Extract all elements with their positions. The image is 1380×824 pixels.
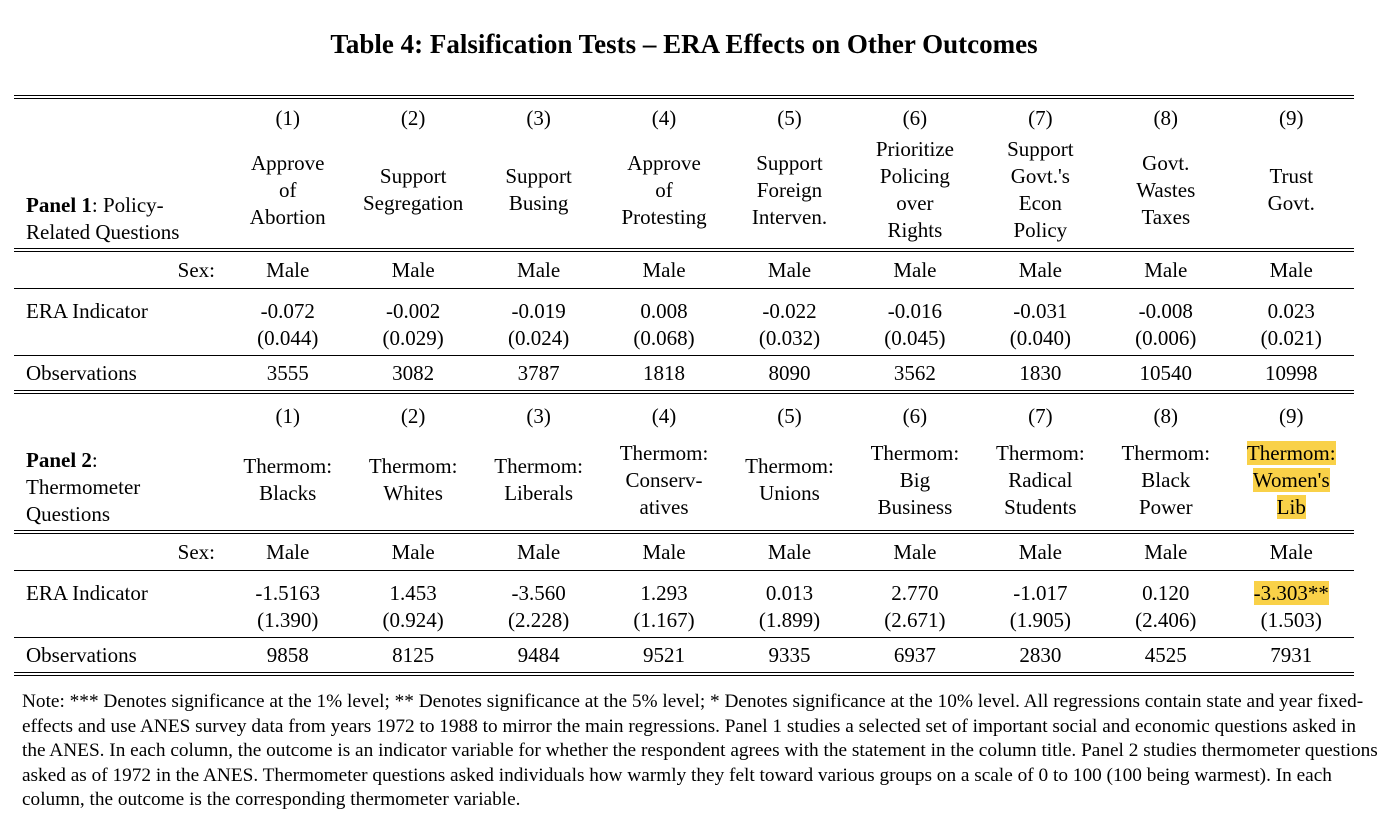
panel2-observations: 9484 [476, 638, 601, 675]
panel1-observations: 1818 [601, 356, 726, 393]
panel2-column-title-line: Students [1004, 494, 1077, 519]
panel1-sex-value: Male [601, 250, 726, 289]
panel2-column-title-line: Liberals [504, 481, 573, 505]
panel2-corner-cell [14, 392, 225, 430]
panel2-std-error: (2.228) [507, 608, 570, 632]
panel2-column-number: (6) [902, 404, 928, 428]
panel1-column-number: (3) [476, 97, 601, 132]
table-note: Note: *** Denotes significance at the 1% level; ** Denotes significance at the 5% level; * Denotes significance at the 10% level. All regressions contain state and year fixed-effects and use ANES survey data from years 1972 to 1988 to mirror the main regressions. Panel 1 studies a selected set of important social and economic questions asked in the ANES. In each column, the outcome is an indicator variable for whether the respondent agrees with the statement in the column title. Panel 2 studies thermometer questions asked as of 1972 in the ANES. Thermometer questions asked individuals how warmly they felt toward various groups on a scale of 0 to 100 (100 being warmest). In each column, the outcome is the corresponding thermometer variable. [22, 691, 1378, 810]
panel2-column-title-line: Big [899, 467, 931, 492]
panel1-column-title-line: Segregation [363, 191, 464, 215]
panel1-std-error-label [14, 325, 225, 356]
panel1-sex-value: Male [350, 250, 475, 289]
panel2-column-title [350, 430, 475, 532]
panel2-column-number: (8) [1153, 404, 1179, 428]
panel1-column-title-line: Support [1007, 137, 1074, 161]
panel1-sex-value: Male [1229, 250, 1355, 289]
panel2-estimate [350, 571, 475, 608]
panel1-observations: 10998 [1229, 356, 1355, 393]
panel1-column-number: (9) [1229, 97, 1355, 132]
panel2-column-title [476, 430, 601, 532]
panel1-observations: 1830 [978, 356, 1103, 393]
panel2-column-title [1103, 430, 1228, 532]
panel1-label [14, 132, 225, 250]
panel2-column-number: (1) [275, 404, 300, 428]
panel1-std-error-row [14, 325, 1354, 356]
panel2-column-title-line: Business [877, 494, 953, 519]
panel1-std-error: (0.006) [1135, 326, 1197, 350]
panel2-column-title-line: Lib [1276, 494, 1306, 519]
panel1-estimate-value: 0.008 [640, 299, 688, 323]
panel1-column-title-line: over [896, 191, 934, 215]
panel2-estimate [476, 571, 601, 608]
panel1-column-title [476, 132, 601, 250]
panel2-sex-value: Male [601, 532, 726, 571]
panel2-sex-value: Male [978, 532, 1103, 571]
panel2-std-error: (1.899) [758, 608, 821, 632]
panel2-label-line: Questions [26, 502, 110, 526]
panel1-column-title-line: Policy [1013, 218, 1068, 242]
panel2-label [14, 430, 225, 532]
panel2-estimate [852, 571, 977, 608]
panel1-column-title [727, 132, 852, 250]
panel2-column-title-line: Thermom: [243, 454, 333, 478]
panel1-observations-row [14, 356, 1354, 393]
panel2-estimate-value: -1.5163 [255, 581, 321, 605]
panel1-column-title-line: Busing [508, 191, 569, 215]
panel1-era-label: ERA Indicator [14, 289, 225, 326]
panel1-sex-value: Male [225, 250, 350, 289]
panel1-column-title-line: Interven. [751, 204, 828, 229]
panel1-std-error: (0.040) [1009, 326, 1071, 350]
panel2-column-title [601, 430, 726, 532]
panel1-column-title-line: Taxes [1141, 204, 1191, 229]
panel1-column-title-line: of [278, 177, 297, 202]
panel1-estimate [852, 289, 977, 326]
panel1-label-bold: Panel 1 [26, 193, 92, 217]
panel2-column-title-line: Unions [759, 481, 820, 505]
panel2-observations: 6937 [852, 638, 977, 675]
panel2-column-title [1229, 430, 1355, 532]
panel2-estimate-value: 0.120 [1142, 581, 1190, 605]
panel2-column-number-row [14, 392, 1354, 430]
panel2-column-number: (7) [1028, 404, 1053, 428]
panel1-column-title [601, 132, 726, 250]
panel1-column-title-line: Foreign [756, 177, 823, 202]
panel2-column-title [978, 430, 1103, 532]
panel2-sex-label: Sex: [14, 532, 225, 571]
panel1-estimate-value: -0.008 [1138, 299, 1193, 323]
panel1-estimate [1103, 289, 1228, 326]
panel1-column-number: (4) [601, 97, 726, 132]
panel2-column-title-line: Conserv- [625, 467, 703, 492]
panel1-column-title-line: Prioritize [875, 137, 954, 161]
panel2-observations: 4525 [1103, 638, 1228, 675]
panel1-estimate-value: -0.072 [260, 299, 315, 323]
panel2-column-title-line: Thermom: [996, 440, 1085, 465]
panel2-column-title-row [14, 430, 1354, 532]
panel1-column-title-line: Policing [879, 164, 950, 188]
panel2-estimate [601, 571, 726, 608]
panel2-era-label: ERA Indicator [14, 571, 225, 608]
panel2-column-title [727, 430, 852, 532]
panel2-estimate [225, 571, 350, 608]
panel2-estimate [1103, 571, 1228, 608]
panel2-column-title-line: Radical [1008, 467, 1073, 492]
panel2-column-title-line: Thermom: [494, 454, 583, 478]
panel2-estimate-value: -3.560 [511, 581, 566, 605]
panel1-column-title-line: Approve [627, 150, 701, 175]
panel1-estimate [1229, 289, 1355, 326]
panel1-column-title-line: Support [756, 150, 823, 175]
panel2-column-title-line: Whites [383, 481, 443, 505]
panel1-observations: 3555 [225, 356, 350, 393]
panel2-sex-value: Male [1103, 532, 1228, 571]
panel1-std-error: (0.029) [382, 326, 444, 350]
panel2-estimate-value: 0.013 [765, 581, 814, 605]
panel1-column-number: (8) [1103, 97, 1228, 132]
panel1-estimate-value: -0.016 [887, 299, 943, 323]
panel2-sex-value: Male [476, 532, 601, 571]
panel1-column-title-line: Support [505, 164, 572, 188]
panel2-column-number: (5) [777, 404, 802, 428]
panel1-observations: 3787 [476, 356, 601, 393]
panel2-estimate [978, 571, 1103, 608]
panel2-era-estimate-row [14, 571, 1354, 608]
panel1-observations-label: Observations [14, 356, 225, 393]
panel1-std-error: (0.024) [507, 326, 570, 350]
panel2-column-title-line: Thermom: [870, 440, 960, 465]
panel2-label-line: Thermometer [26, 475, 141, 499]
panel1-column-title-row [14, 132, 1354, 250]
panel1-column-title-line: Approve [250, 150, 325, 175]
panel1-column-title-line: Econ [1018, 191, 1062, 215]
panel2-column-title-line: Power [1138, 494, 1193, 519]
panel2-column-title-line: Black [1141, 467, 1191, 492]
results-table [14, 95, 1354, 676]
panel2-observations: 8125 [350, 638, 475, 675]
panel1-estimate-value: -0.019 [511, 299, 566, 323]
panel2-estimate-value: 1.453 [389, 581, 437, 605]
panel1-column-title-line: Wastes [1136, 177, 1196, 202]
panel1-sex-value: Male [978, 250, 1103, 289]
panel1-estimate-value: -0.031 [1013, 299, 1068, 323]
panel1-observations: 10540 [1103, 356, 1228, 393]
panel2-column-title-line: Thermom: [368, 454, 458, 478]
panel1-observations: 3562 [852, 356, 977, 393]
table-title: Table 4: Falsification Tests – ERA Effects on Other Outcomes [330, 29, 1038, 59]
panel1-column-title-line: Support [379, 164, 447, 188]
panel2-estimate [727, 571, 852, 608]
panel1-estimate [978, 289, 1103, 326]
panel1-column-number: (6) [852, 97, 977, 132]
panel1-sex-value: Male [1103, 250, 1228, 289]
panel1-observations: 3082 [350, 356, 475, 393]
panel2-column-title-line: Thermom: [1121, 440, 1211, 465]
panel2-column-title-line: Thermom: [745, 454, 834, 478]
panel1-column-title [1229, 132, 1355, 250]
panel2-std-error: (1.503) [1260, 608, 1322, 632]
panel1-sex-value: Male [476, 250, 601, 289]
panel2-std-error: (1.905) [1009, 608, 1071, 632]
panel2-std-error: (1.390) [257, 608, 319, 632]
panel2-std-error: (2.406) [1135, 608, 1197, 632]
panel1-std-error: (0.068) [633, 326, 695, 350]
panel1-estimate [476, 289, 601, 326]
panel1-column-title [225, 132, 350, 250]
panel1-estimate [727, 289, 852, 326]
panel1-estimate [601, 289, 726, 326]
panel1-column-number: (7) [978, 97, 1103, 132]
panel1-column-title-line: of [655, 177, 673, 202]
panel1-estimate-value: 0.023 [1267, 299, 1315, 323]
panel2-std-error-row [14, 607, 1354, 638]
panel2-sex-value: Male [350, 532, 475, 571]
panel2-sex-value: Male [225, 532, 350, 571]
panel2-observations: 9521 [601, 638, 726, 675]
panel1-sex-row [14, 250, 1354, 289]
panel2-estimate-value: 2.770 [891, 581, 939, 605]
panel2-column-title [852, 430, 977, 532]
panel2-std-error: (2.671) [884, 608, 946, 632]
panel2-estimate [1229, 571, 1355, 608]
panel1-std-error: (0.045) [884, 326, 946, 350]
panel2-estimate-value: 1.293 [640, 581, 688, 605]
panel2-observations: 9335 [727, 638, 852, 675]
panel1-label-line: Related Questions [26, 220, 180, 244]
panel2-estimate-value: -1.017 [1013, 581, 1068, 605]
panel2-observations-label: Observations [14, 638, 225, 675]
panel2-label-bold: Panel 2 [26, 448, 92, 472]
panel1-observations: 8090 [727, 356, 852, 393]
panel2-sex-row [14, 532, 1354, 571]
panel2-sex-value: Male [727, 532, 852, 571]
panel1-column-title [350, 132, 475, 250]
panel2-observations-row [14, 638, 1354, 675]
panel1-estimate-value: -0.022 [762, 299, 817, 323]
panel2-column-title-line: Women's [1252, 467, 1330, 492]
panel2-column-number: (2) [400, 404, 426, 428]
panel1-column-number: (1) [225, 97, 350, 132]
panel1-estimate [225, 289, 350, 326]
panel2-estimate-value: -3.303** [1253, 581, 1329, 605]
panel1-corner-cell [14, 97, 225, 132]
panel2-column-number: (9) [1279, 404, 1304, 428]
panel2-column-number: (4) [651, 404, 677, 428]
panel1-estimate [350, 289, 475, 326]
panel1-era-estimate-row [14, 289, 1354, 326]
panel2-column-title [225, 430, 350, 532]
panel1-column-title-line: Abortion [249, 204, 326, 229]
panel2-observations: 7931 [1229, 638, 1355, 675]
panel2-std-error: (1.167) [633, 608, 695, 632]
panel1-column-number: (2) [350, 97, 475, 132]
panel1-std-error: (0.044) [257, 326, 319, 350]
panel1-column-title-line: Trust [1269, 164, 1314, 188]
table-body [14, 97, 1354, 674]
panel2-label-rest: : [91, 448, 98, 472]
panel1-sex-value: Male [727, 250, 852, 289]
panel1-std-error: (0.021) [1260, 326, 1322, 350]
panel2-column-number: (3) [526, 404, 551, 428]
panel2-column-title-line: atives [639, 494, 689, 519]
panel2-column-title-line: Blacks [259, 481, 317, 505]
panel1-column-title-line: Govt. [1142, 150, 1190, 175]
panel1-column-number: (5) [727, 97, 852, 132]
panel1-column-title [978, 132, 1103, 250]
panel2-std-error: (0.924) [382, 608, 444, 632]
panel1-std-error: (0.032) [758, 326, 821, 350]
panel1-column-title [852, 132, 977, 250]
panel1-sex-label: Sex: [14, 250, 225, 289]
results-table-container [14, 95, 1354, 676]
panel2-observations: 9858 [225, 638, 350, 675]
panel1-label-rest: : Policy- [91, 193, 164, 217]
panel2-column-title-line: Thermom: [1246, 440, 1336, 465]
panel1-sex-value: Male [852, 250, 977, 289]
panel1-column-title [1103, 132, 1228, 250]
panel1-column-title-line: Govt.'s [1010, 164, 1070, 188]
panel2-sex-value: Male [852, 532, 977, 571]
panel1-column-title-line: Govt. [1267, 191, 1315, 215]
panel1-column-title-line: Rights [887, 218, 943, 242]
panel2-column-title-line: Thermom: [619, 440, 709, 465]
panel1-estimate-value: -0.002 [386, 299, 441, 323]
panel2-observations: 2830 [978, 638, 1103, 675]
panel2-std-error-label [14, 607, 225, 638]
panel1-column-title-line: Protesting [621, 204, 707, 229]
panel2-sex-value: Male [1229, 532, 1355, 571]
panel1-column-number-row [14, 97, 1354, 132]
